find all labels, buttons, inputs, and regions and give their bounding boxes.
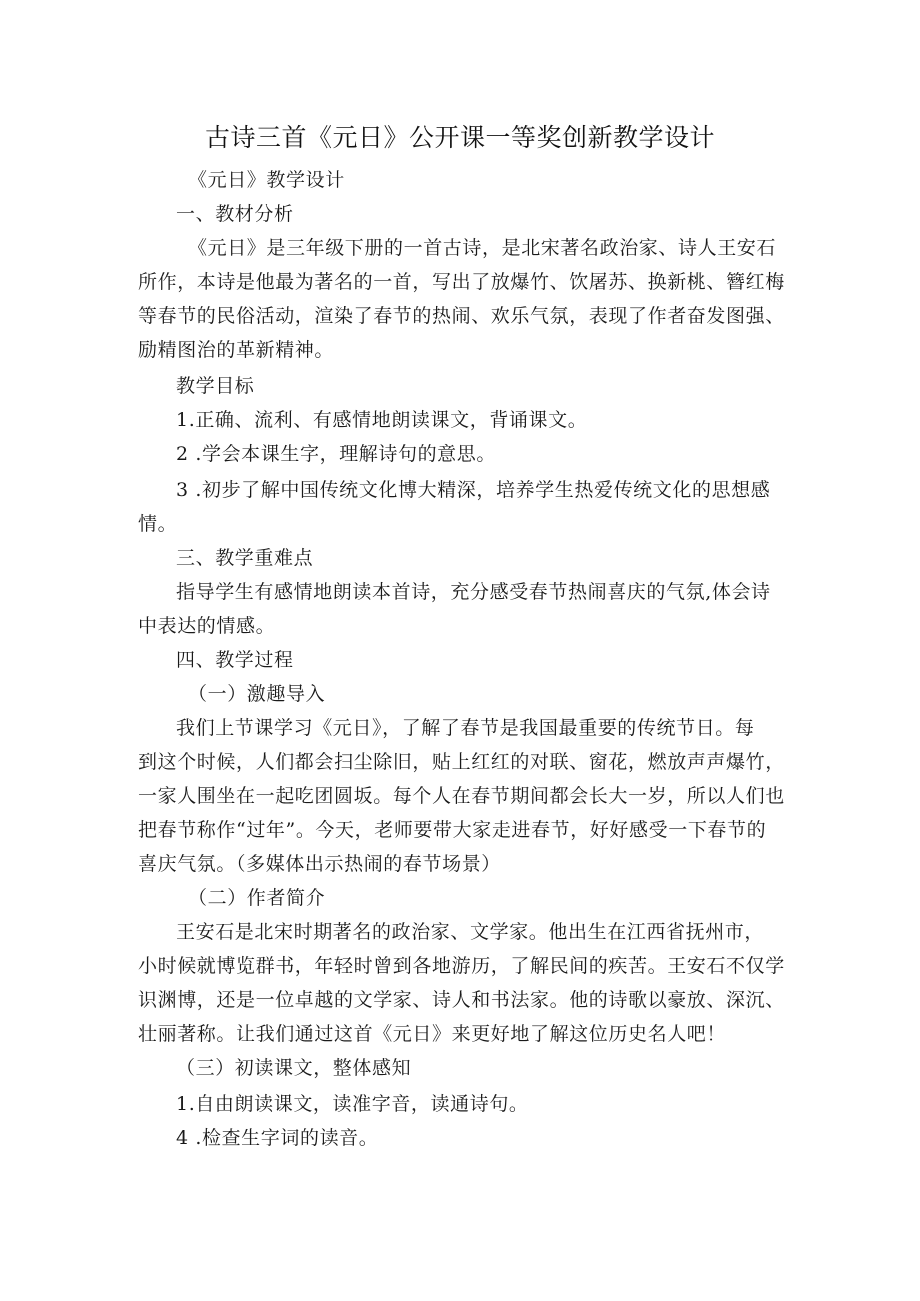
subsection-heading: （三）初读课文，整体感知 — [176, 1057, 412, 1079]
paragraph-line: 识渊博，还是一位卓越的文学家、诗人和书法家。他的诗歌以豪放、深沉、 — [138, 989, 785, 1011]
list-item: 2 .学会本课生字，理解诗句的意思。 — [176, 443, 496, 465]
section-heading: 教学目标 — [176, 375, 255, 397]
list-item: 1.正确、流利、有感情地朗读课文，背诵课文。 — [176, 409, 588, 431]
section-heading: 四、教学过程 — [176, 649, 294, 671]
paragraph-line: 到这个时候，人们都会扫尘除旧，贴上红红的对联、窗花，燃放声声爆竹， — [138, 751, 785, 773]
list-item: 1.自由朗读课文，读准字音，读通诗句。 — [176, 1093, 529, 1115]
subsection-heading: （二）作者简介 — [188, 887, 326, 909]
document-title: 古诗三首《元日》公开课一等奖创新教学设计 — [204, 123, 715, 152]
paragraph-line: 我们上节课学习《元日》，了解了春节是我国最重要的传统节日。每 — [176, 717, 755, 739]
paragraph-line: 王安石是北宋时期著名的政治家、文学家。他出生在江西省抚州市， — [176, 921, 765, 943]
list-item: 3 .初步了解中国传统文化博大精深，培养学生热爱传统文化的思想感 — [176, 479, 771, 501]
paragraph-line: 一家人围坐在一起吃团圆坂。每个人在春节期间都会长大一岁，所以人们也 — [138, 785, 785, 807]
paragraph-line: 《元日》是三年级下册的一首古诗，是北宋著名政治家、诗人王安石 — [188, 237, 777, 259]
section-heading: 三、教学重难点 — [176, 547, 314, 569]
paragraph-line: 壮丽著称。让我们通过这首《元日》来更好地了解这位历史名人吧！ — [138, 1023, 727, 1045]
paragraph-line: 情。 — [138, 513, 178, 535]
paragraph-line: 喜庆气氛。（多媒体出示热闹的春节场景） — [138, 853, 501, 875]
paragraph-line: 所作，本诗是他最为著名的一首，写出了放爆竹、饮屠苏、换新桃、簪红梅 — [138, 271, 785, 293]
list-item: 4 .检查生字词的读音。 — [176, 1127, 379, 1149]
subsection-heading: （一）激趣导入 — [188, 683, 326, 705]
paragraph-line: 指导学生有感情地朗读本首诗，充分感受春节热闹喜庆的气氛,体会诗 — [176, 581, 771, 603]
section-heading: 一、教材分析 — [176, 203, 294, 225]
paragraph-line: 小时候就博览群书，年轻时曾到各地游历，了解民间的疾苦。王安石不仅学 — [138, 955, 785, 977]
paragraph-line: 励精图治的革新精神。 — [138, 339, 335, 361]
paragraph-line: 把春节称作“过年”。今天，老师要带大家走进春节，好好感受一下春节的 — [138, 819, 767, 841]
paragraph-line: 中表达的情感。 — [138, 615, 276, 637]
subtitle: 《元日》教学设计 — [188, 169, 345, 191]
paragraph-line: 等春节的民俗活动，渲染了春节的热闹、欢乐气氛，表现了作者奋发图强、 — [138, 305, 785, 327]
